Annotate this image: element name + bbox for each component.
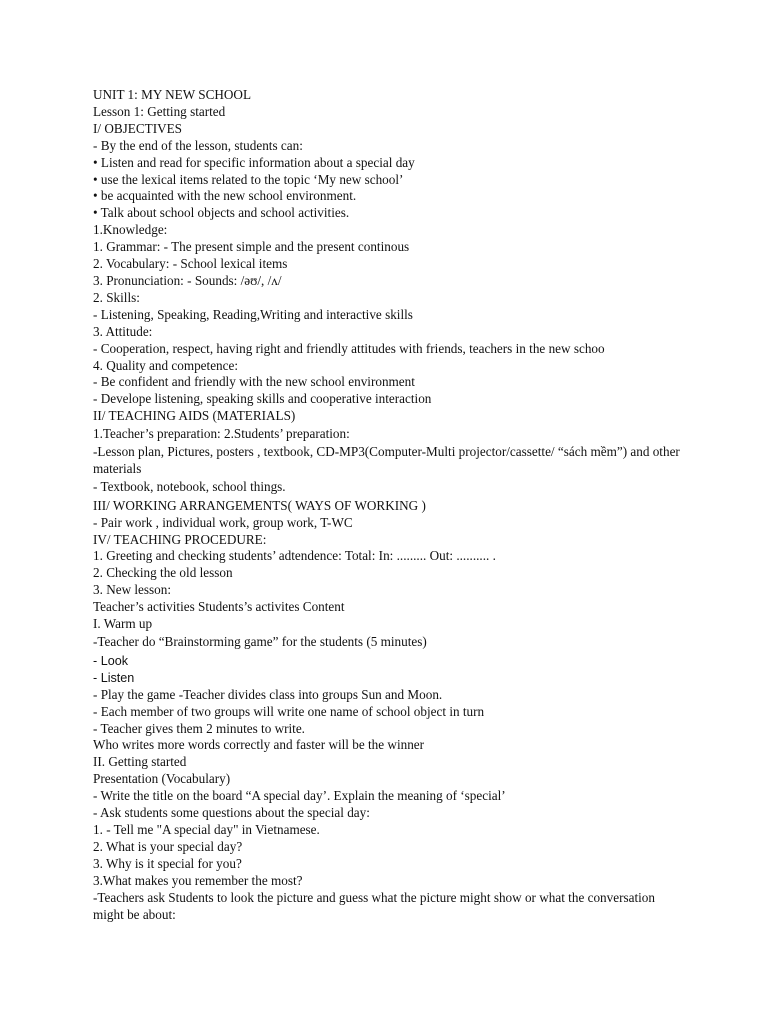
bullet-item: • Listen and read for specific information about a special day bbox=[93, 154, 415, 170]
text-line: -Lesson plan, Pictures, posters , textbook, CD-MP3(Computer-Multi projector/cassette/ “sách mềm”) and other materials bbox=[93, 444, 680, 476]
text-line: - Cooperation, respect, having right and friendly attitudes with friends, teachers in the new schoo bbox=[93, 340, 605, 356]
bullet-item: • be acquainted with the new school environment. bbox=[93, 188, 357, 204]
text-line: - By the end of the lesson, students can: bbox=[93, 137, 303, 153]
text-line: - Ask students some questions about the special day: bbox=[93, 805, 370, 821]
lesson-plan-text bbox=[93, 87, 683, 923]
teaching-procedure-heading: IV/ TEACHING PROCEDURE: bbox=[93, 531, 267, 547]
working-arrangements-heading: III/ WORKING ARRANGEMENTS( WAYS OF WORKING ) bbox=[93, 497, 426, 513]
text-line: Who writes more words correctly and faster will be the winner bbox=[93, 737, 425, 753]
quality-heading: 4. Quality and competence: bbox=[93, 357, 239, 373]
question-line: 3. Why is it special for you? bbox=[93, 855, 242, 871]
question-line: 2. What is your special day? bbox=[93, 838, 243, 854]
bullet-item: • Talk about school objects and school activities. bbox=[93, 205, 350, 221]
text-line: 3. Pronunciation: - Sounds: /əʊ/, /ʌ/ bbox=[93, 272, 282, 288]
text-line: 2. Vocabulary: - School lexical items bbox=[93, 256, 288, 272]
getting-started-heading: II. Getting started bbox=[93, 754, 187, 770]
text-line: - Listening, Speaking, Reading,Writing and interactive skills bbox=[93, 306, 413, 322]
text-line: - Teacher gives them 2 minutes to write. bbox=[93, 720, 305, 736]
text-line: - Play the game -Teacher divides class into groups Sun and Moon. bbox=[93, 686, 443, 702]
attitude-heading: 3. Attitude: bbox=[93, 323, 153, 339]
teaching-aids-heading: II/ TEACHING AIDS (MATERIALS) bbox=[93, 408, 296, 424]
skills-heading: 2. Skills: bbox=[93, 289, 140, 305]
question-line: 3.What makes you remember the most? bbox=[93, 872, 303, 888]
text-line: - Be confident and friendly with the new school environment bbox=[93, 374, 415, 390]
text-line: 1. Greeting and checking students’ adtendence: Total: In: ......... Out: .......... . bbox=[93, 548, 496, 564]
table-header-line: Teacher’s activities Students’s activites Content bbox=[93, 599, 345, 615]
text-line: - Each member of two groups will write one name of school object in turn bbox=[93, 703, 485, 719]
text-line: - Textbook, notebook, school things. bbox=[93, 478, 286, 494]
text-line: 2. Checking the old lesson bbox=[93, 565, 233, 581]
text-line: - Look bbox=[93, 653, 129, 668]
text-line: -Teachers ask Students to look the picture and guess what the picture might show or what the conversation might be about: bbox=[93, 889, 655, 922]
text-line: 1.Teacher’s preparation: 2.Students’ preparation: bbox=[93, 426, 350, 442]
objectives-heading: I/ OBJECTIVES bbox=[93, 120, 183, 136]
text-line: Presentation (Vocabulary) bbox=[93, 771, 231, 787]
text-line: 3. New lesson: bbox=[93, 582, 172, 598]
unit-title: UNIT 1: MY NEW SCHOOL bbox=[93, 87, 252, 102]
text-line: - Listen bbox=[93, 670, 135, 685]
text-line: -Teacher do “Brainstorming game” for the students (5 minutes) bbox=[93, 634, 427, 649]
warm-up-heading: I. Warm up bbox=[93, 616, 153, 632]
question-line: 1. - Tell me "A special day" in Vietnamese. bbox=[93, 821, 320, 837]
bullet-item: • use the lexical items related to the topic ‘My new school’ bbox=[93, 171, 404, 187]
lesson-title: Lesson 1: Getting started bbox=[93, 103, 226, 119]
knowledge-heading: 1.Knowledge: bbox=[93, 222, 168, 238]
text-line: - Write the title on the board “A special day’. Explain the meaning of ‘special’ bbox=[93, 788, 506, 804]
text-line: - Pair work , individual work, group work, T-WC bbox=[93, 514, 353, 530]
text-line: 1. Grammar: - The present simple and the present continous bbox=[93, 239, 410, 255]
text-line: - Develope listening, speaking skills and cooperative interaction bbox=[93, 391, 432, 407]
